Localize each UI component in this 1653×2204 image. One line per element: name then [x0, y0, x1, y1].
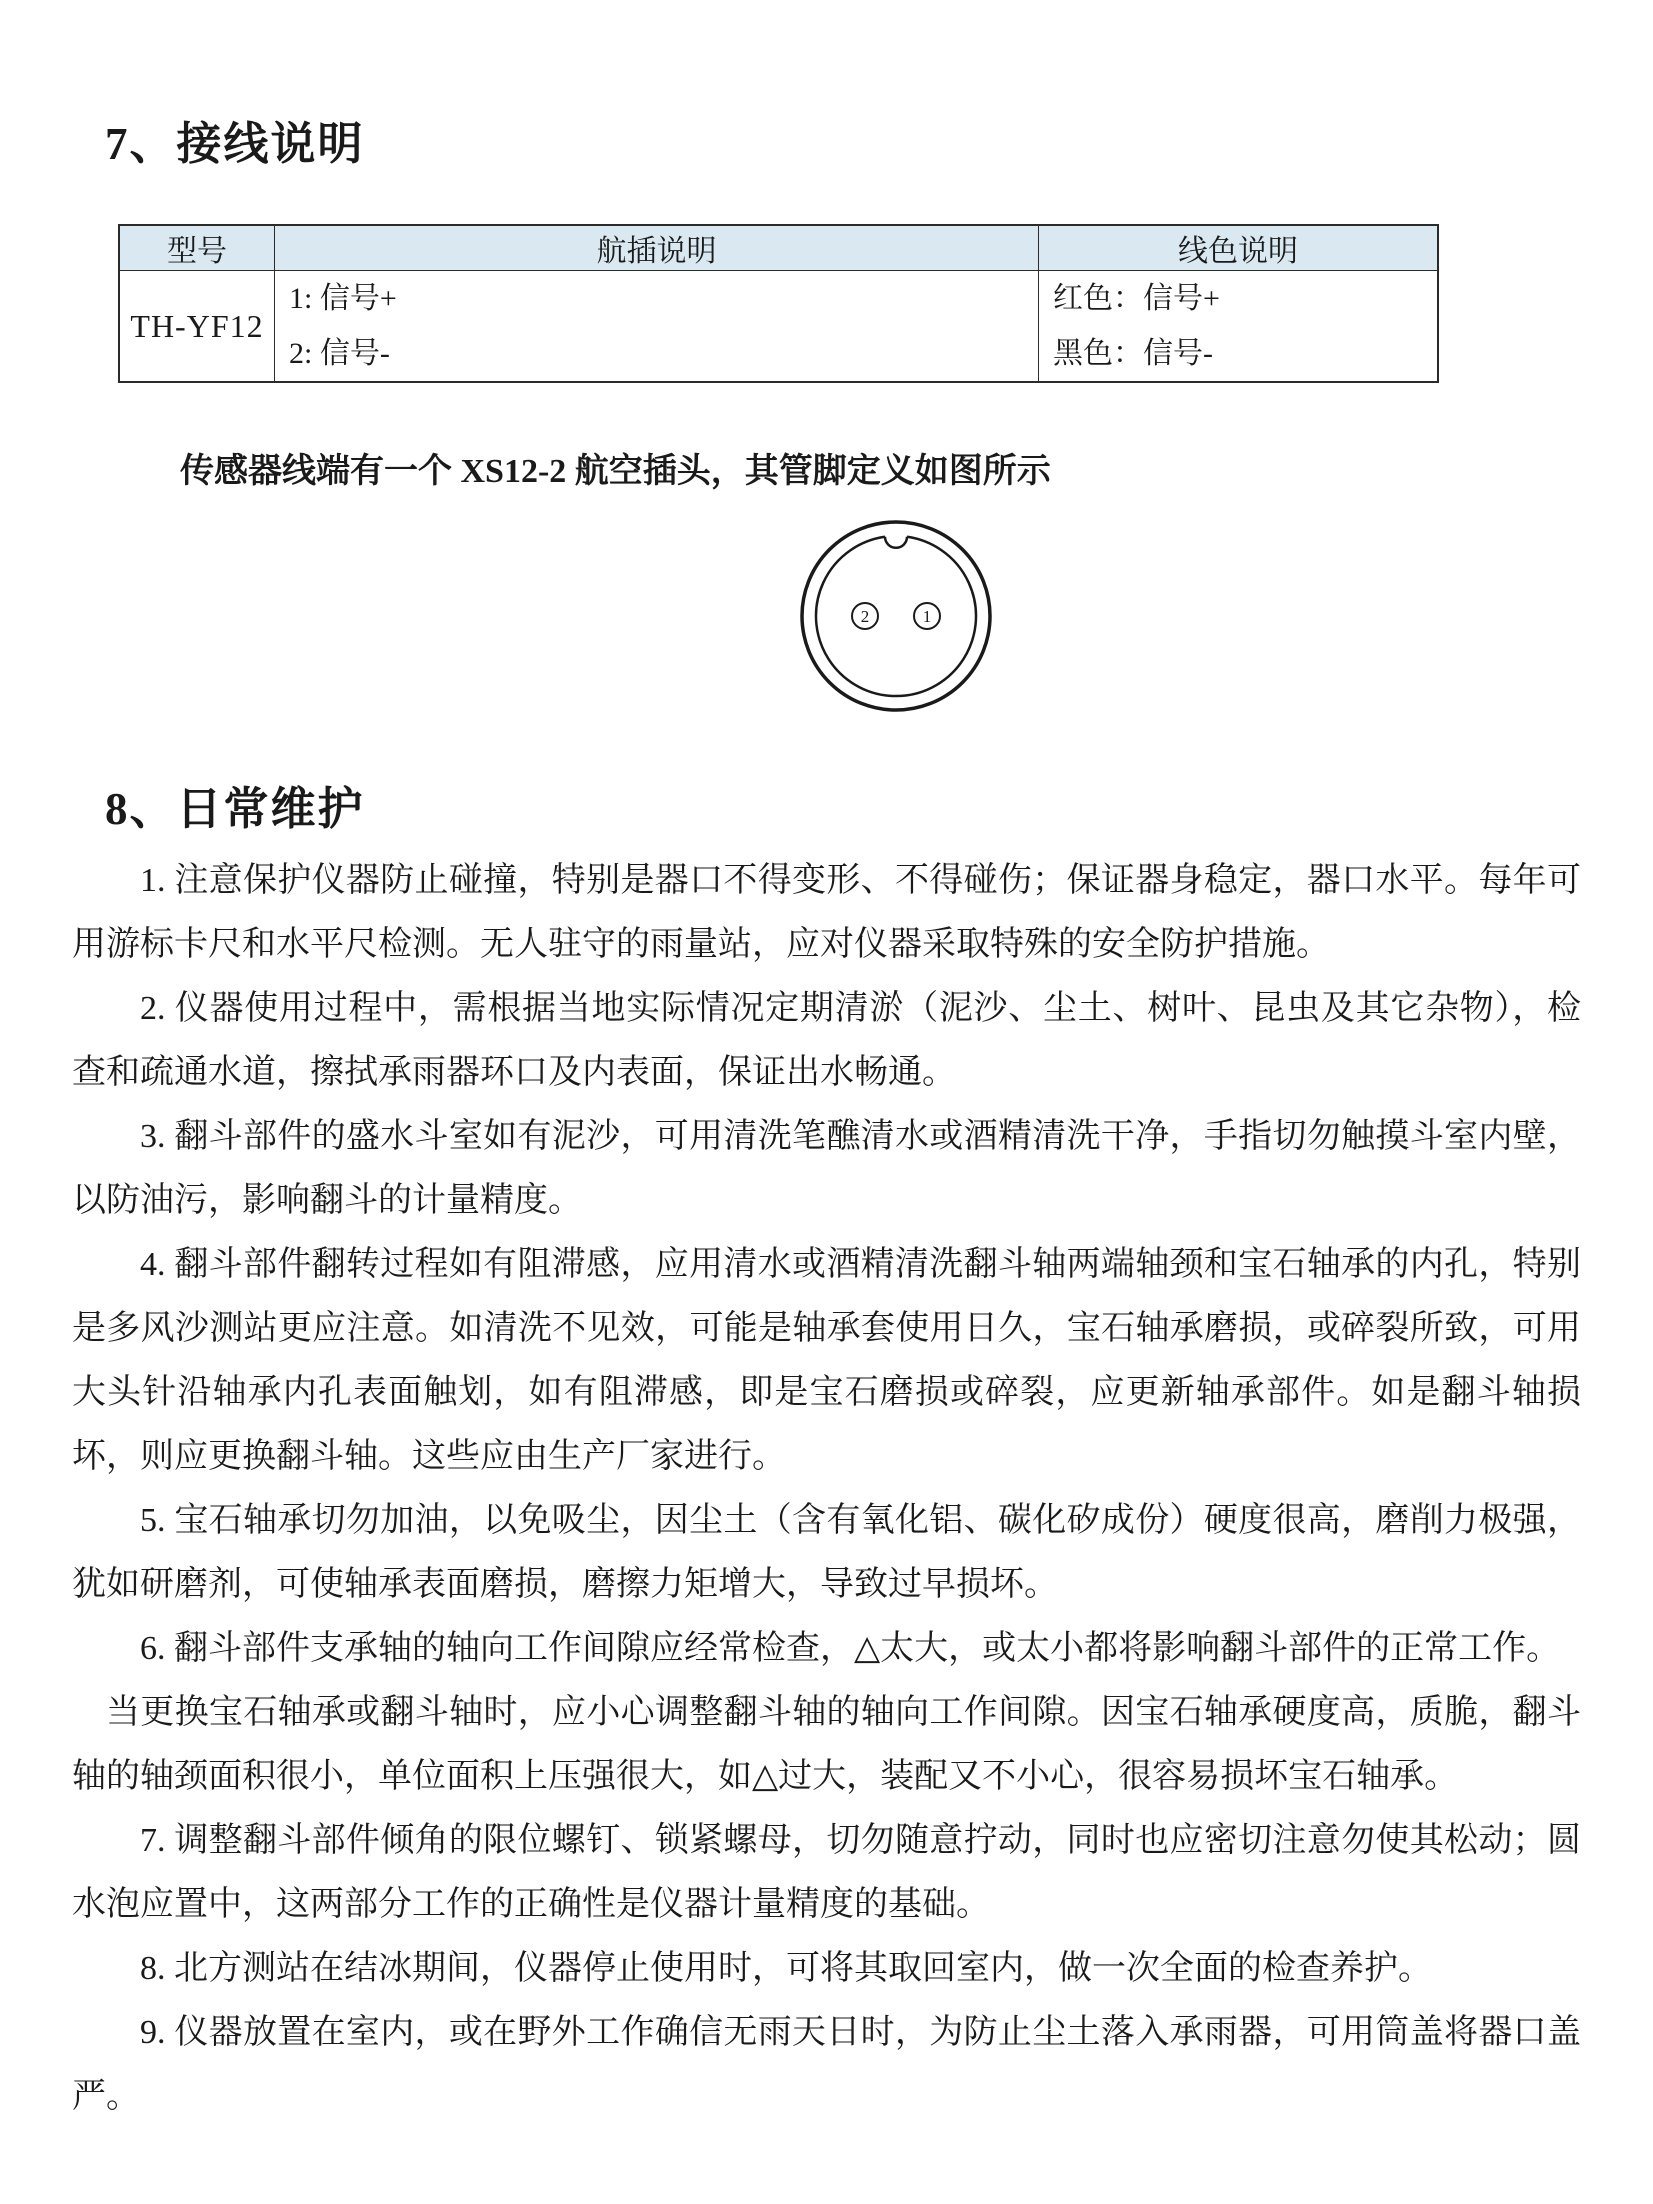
- maintenance-item-6-note: 当更换宝石轴承或翻斗轴时，应小心调整翻斗轴的轴向工作间隙。因宝石轴承硬度高，质脆，翻斗轴的轴颈面积很小，单位面积上压强很大，如△过大，装配又不小心，很容易损坏宝石轴承。: [72, 1694, 1581, 1795]
- table-row: [119, 271, 1438, 383]
- connector-note: 传感器线端有一个 XS12-2 航空插头，其管脚定义如图所示: [180, 453, 1051, 490]
- connector-keyway-notch: [885, 537, 907, 548]
- wire-line-2: 黑色：信号-: [1053, 337, 1213, 370]
- connector-diagram: [786, 506, 1006, 726]
- maintenance-item-6: 6. 翻斗部件支承轴的轴向工作间隙应经常检查，△太大，或太小都将影响翻斗部件的正常工作。: [140, 1630, 1561, 1667]
- section7-heading: 7、接线说明: [105, 119, 365, 169]
- connector-outer-ring: [802, 522, 990, 710]
- pin-line-2: 2: 信号-: [289, 337, 390, 370]
- header-plug-description: 航插说明: [275, 225, 1039, 271]
- maintenance-item-5: 5. 宝石轴承切勿加油，以免吸尘，因尘土（含有氧化铝、碳化矽成份）硬度很高，磨削力极强，犹如研磨剂，可使轴承表面磨损，磨擦力矩增大，导致过早损坏。: [72, 1502, 1581, 1603]
- wire-line-1: 红色：信号+: [1053, 282, 1220, 315]
- wiring-table: [118, 224, 1439, 383]
- maintenance-item-9: 9. 仪器放置在室内，或在野外工作确信无雨天日时，为防止尘土落入承雨器，可用筒盖将器口盖严。: [72, 2014, 1581, 2115]
- section8-heading: 8、日常维护: [105, 784, 365, 834]
- maintenance-item-2: 2. 仪器使用过程中，需根据当地实际情况定期清淤（泥沙、尘土、树叶、昆虫及其它杂物），检查和疏通水道，擦拭承雨器环口及内表面，保证出水畅通。: [72, 990, 1581, 1091]
- pin-2-label: 2: [860, 607, 870, 626]
- maintenance-item-8: 8. 北方测站在结冰期间，仪器停止使用时，可将其取回室内，做一次全面的检查养护。: [140, 1950, 1432, 1987]
- maintenance-item-7: 7. 调整翻斗部件倾角的限位螺钉、锁紧螺母，切勿随意拧动，同时也应密切注意勿使其松动；圆水泡应置中，这两部分工作的正确性是仪器计量精度的基础。: [72, 1822, 1581, 1923]
- maintenance-text: [72, 849, 1581, 2129]
- wiring-table-header-row: [119, 225, 1438, 271]
- maintenance-item-1: 1. 注意保护仪器防止碰撞，特别是器口不得变形、不得碰伤；保证器身稳定，器口水平。每年可用游标卡尺和水平尺检测。无人驻守的雨量站，应对仪器采取特殊的安全防护措施。: [72, 862, 1581, 963]
- maintenance-item-4: 4. 翻斗部件翻转过程如有阻滞感，应用清水或酒精清洗翻斗轴两端轴颈和宝石轴承的内孔，特别是多风沙测站更应注意。如清洗不见效，可能是轴承套使用日久，宝石轴承磨损，或碎裂所致，可用大头针沿轴承内孔表面触划，如有阻滞感，即是宝石磨损或碎裂，应更新轴承部件。如是翻斗轴损坏，则应更换翻斗轴。这些应由生产厂家进行。: [72, 1246, 1581, 1475]
- cell-plug-description: [275, 271, 1039, 383]
- pin-line-1: 1: 信号+: [289, 282, 397, 315]
- cell-model: TH-YF12: [119, 271, 275, 383]
- header-wire-color-description: 线色说明: [1039, 225, 1439, 271]
- maintenance-item-3: 3. 翻斗部件的盛水斗室如有泥沙，可用清洗笔醮清水或酒精清洗干净，手指切勿触摸斗室内壁，以防油污，影响翻斗的计量精度。: [72, 1118, 1581, 1219]
- pin-1-label: 1: [922, 607, 932, 626]
- connector-inner-ring: [816, 537, 976, 696]
- cell-wire-colors: [1039, 271, 1439, 383]
- header-model: 型号: [119, 225, 275, 271]
